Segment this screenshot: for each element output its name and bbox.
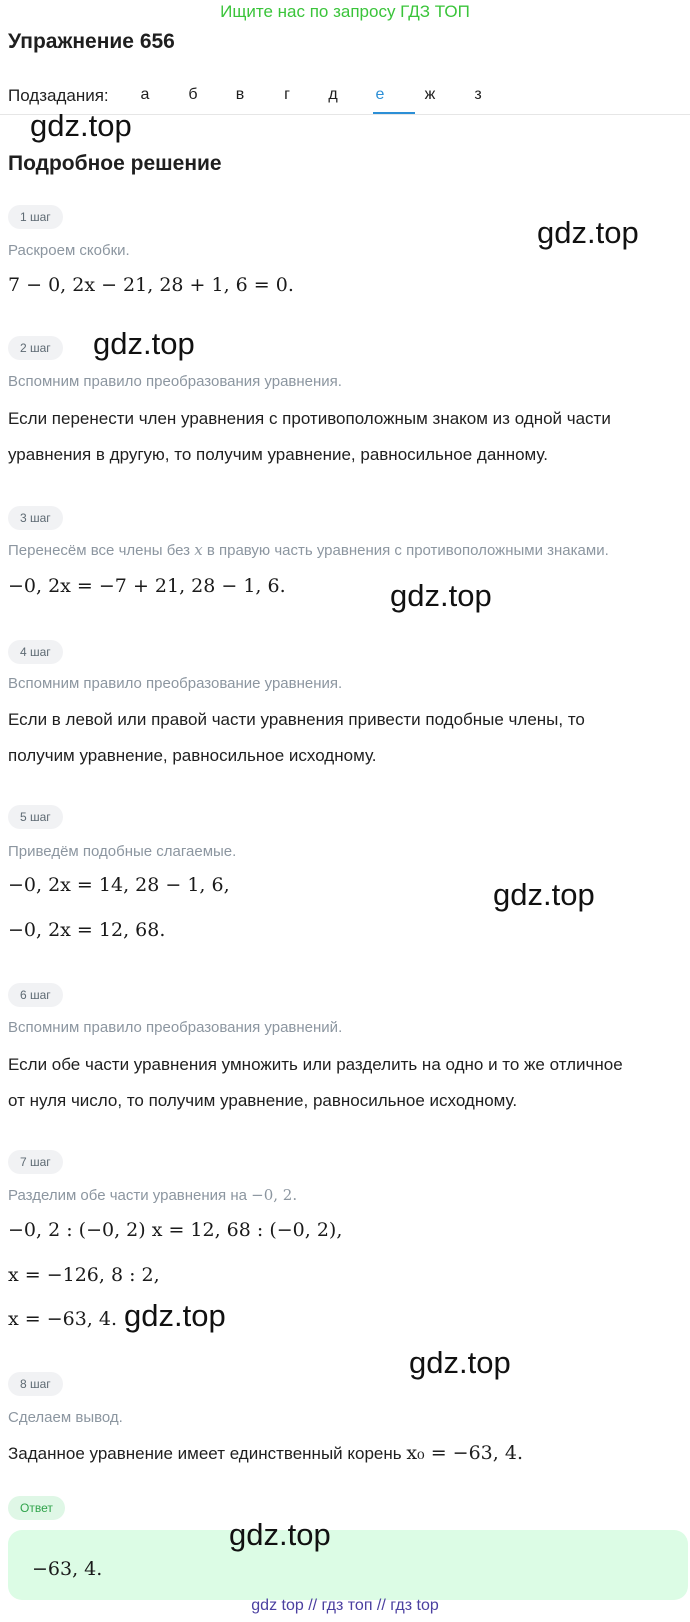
watermark: gdz.top <box>493 877 595 912</box>
step-1-equation: 7 − 0, 2x − 21, 28 + 1, 6 = 0. <box>8 274 294 296</box>
answer-badge: Ответ <box>8 1496 65 1520</box>
watermark: gdz.top <box>537 215 639 250</box>
step-6-text-line-1: Если обе части уравнения умножить или разделить на одно и то же отличное <box>8 1055 623 1074</box>
section-title: Подробное решение <box>8 152 222 175</box>
step-2-hint: Вспомним правило преобразования уравнения. <box>8 373 342 390</box>
hint-variable: x <box>194 541 203 559</box>
step-4-badge: 4 шаг <box>8 640 63 664</box>
step-7-badge: 7 шаг <box>8 1150 63 1174</box>
search-banner: Ищите нас по запросу ГДЗ ТОП <box>220 2 470 21</box>
step-3-equation: −0, 2x = −7 + 21, 28 − 1, 6. <box>8 575 286 597</box>
step-7-hint: Разделим обе части уравнения на −0, 2. <box>8 1186 298 1204</box>
watermark: gdz.top <box>93 326 195 361</box>
answer-value: −63, 4. <box>32 1558 103 1580</box>
step-3-badge: 3 шаг <box>8 506 63 530</box>
step-1-hint: Раскроем скобки. <box>8 242 130 259</box>
subtask-tab-z[interactable]: з <box>474 86 482 103</box>
watermark: gdz.top <box>229 1517 331 1552</box>
step-1-badge: 1 шаг <box>8 205 63 229</box>
subtask-tab-zh[interactable]: ж <box>424 86 436 103</box>
step-8-hint: Сделаем вывод. <box>8 1409 123 1426</box>
watermark: gdz.top <box>409 1345 511 1380</box>
step-2-text-line-1: Если перенести член уравнения с противоположным знаком из одной части <box>8 409 611 428</box>
conclusion-math: x₀ = −63, 4. <box>406 1442 523 1464</box>
step-5-badge: 5 шаг <box>8 805 63 829</box>
step-2-text-line-2: уравнения в другую, то получим уравнение, равносильное данному. <box>8 445 548 464</box>
step-2-badge: 2 шаг <box>8 336 63 360</box>
step-5-hint: Приведём подобные слагаемые. <box>8 843 237 860</box>
exercise-title: Упражнение 656 <box>8 30 175 53</box>
step-6-badge: 6 шаг <box>8 983 63 1007</box>
watermark: gdz.top <box>124 1298 226 1333</box>
subtask-tab-b[interactable]: б <box>188 86 198 103</box>
step-4-hint: Вспомним правило преобразование уравнения. <box>8 675 343 692</box>
subtask-tab-g[interactable]: г <box>284 86 290 103</box>
step-5-equation-2: −0, 2x = 12, 68. <box>8 919 166 941</box>
step-4-text-line-2: получим уравнение, равносильное исходному. <box>8 746 377 765</box>
step-4-text-line-1: Если в левой или правой части уравнения привести подобные члены, то <box>8 710 585 729</box>
subtasks-label: Подзадания: <box>8 86 109 105</box>
subtask-tab-a[interactable]: а <box>140 86 150 103</box>
step-3-hint: Перенесём все члены без x в правую часть уравнения с противоположными знаками. <box>8 541 609 559</box>
watermark: gdz.top <box>30 108 132 143</box>
answer-box <box>8 1530 688 1600</box>
subtask-tab-e[interactable]: е <box>375 86 385 103</box>
step-5-equation-1: −0, 2x = 14, 28 − 1, 6, <box>8 874 230 896</box>
step-8-conclusion: Заданное уравнение имеет единственный корень x₀ = −63, 4. <box>8 1442 523 1464</box>
step-6-hint: Вспомним правило преобразования уравнений. <box>8 1019 343 1036</box>
hint-number: −0, 2. <box>251 1186 298 1204</box>
step-7-equation-2: x = −126, 8 : 2, <box>8 1264 160 1286</box>
footer-links[interactable]: gdz top // гдз топ // гдз top <box>251 1597 439 1614</box>
step-7-equation-1: −0, 2 : (−0, 2) x = 12, 68 : (−0, 2), <box>8 1219 343 1241</box>
watermark: gdz.top <box>390 578 492 613</box>
subtask-tab-d[interactable]: д <box>328 86 338 103</box>
step-6-text-line-2: от нуля число, то получим уравнение, равносильное исходному. <box>8 1091 518 1110</box>
step-8-badge: 8 шаг <box>8 1372 63 1396</box>
step-7-equation-3: x = −63, 4. <box>8 1308 118 1330</box>
subtask-tab-v[interactable]: в <box>235 86 245 103</box>
